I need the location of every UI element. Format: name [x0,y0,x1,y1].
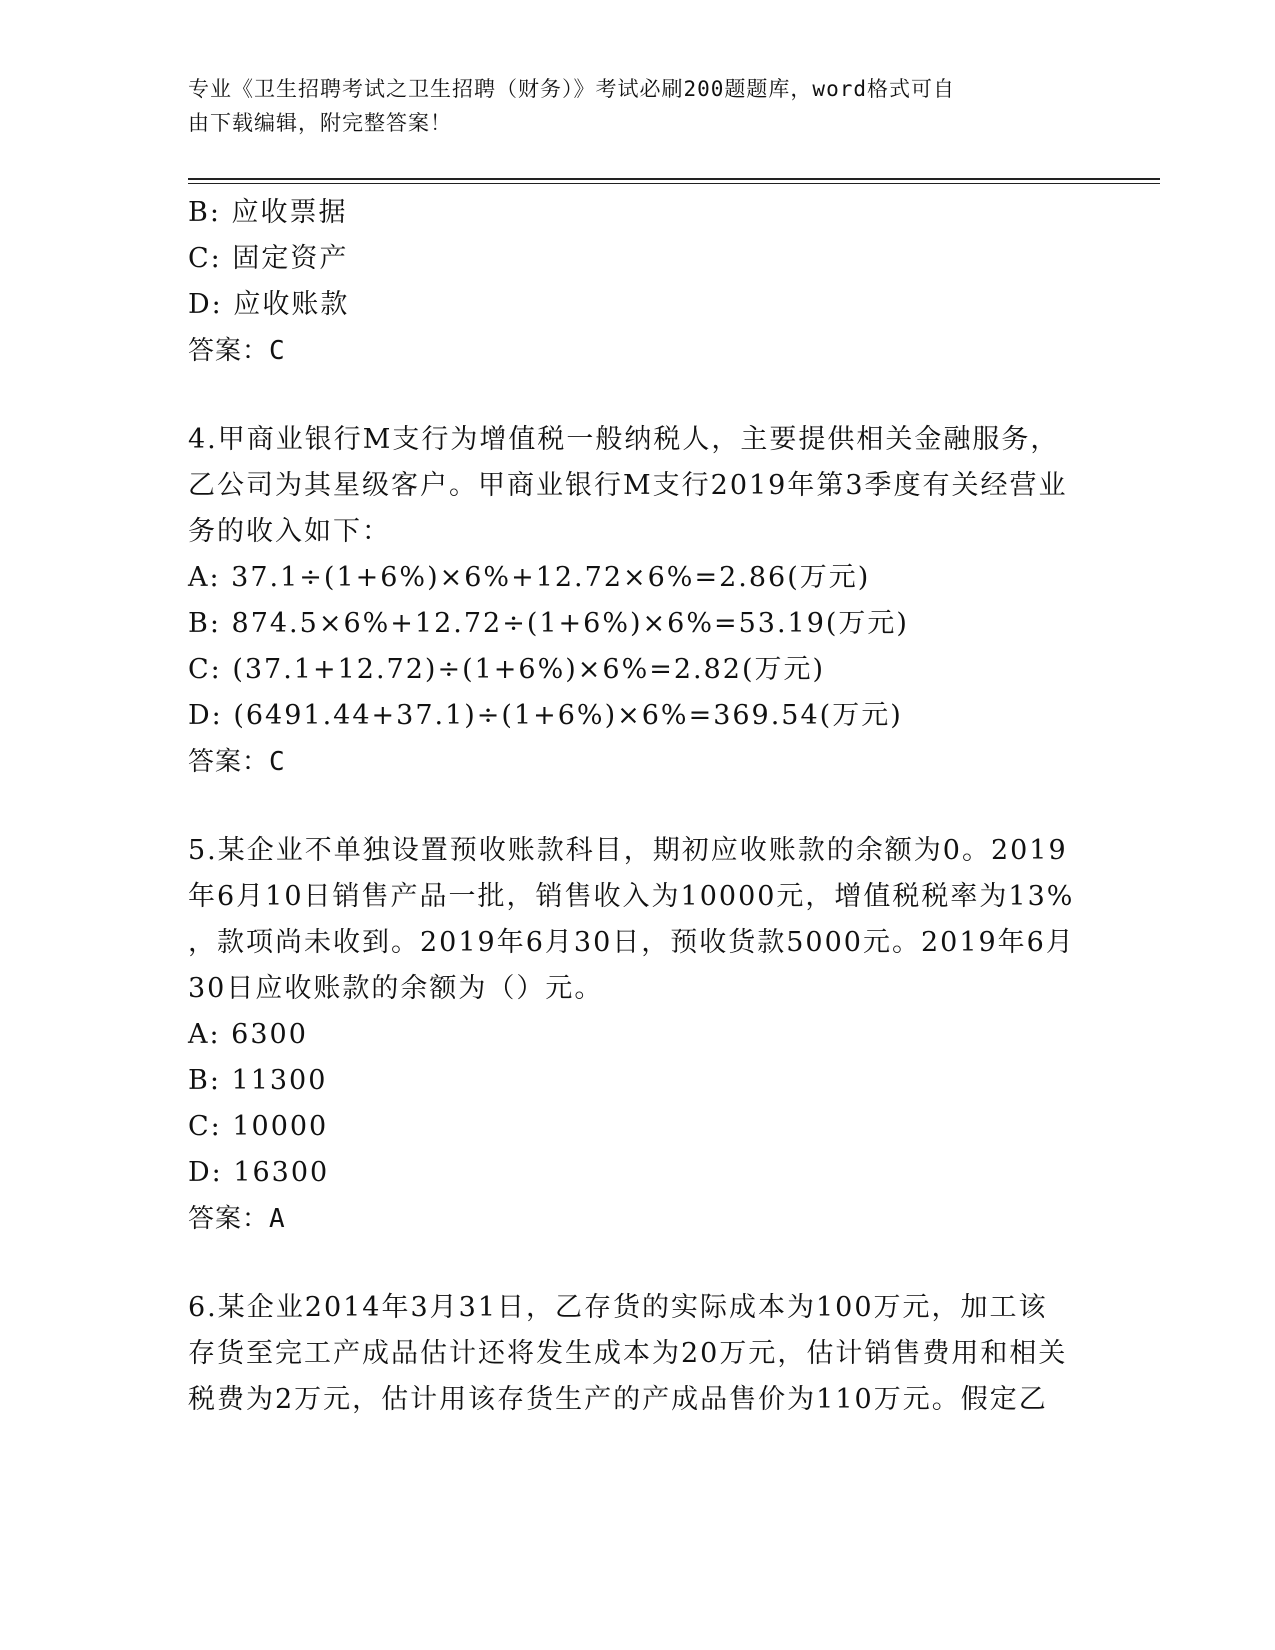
option-a: A: 37.1÷(1+6%)×6%+12.72×6%=2.86(万元) [188,562,871,593]
header-divider-thick [188,178,1160,180]
question-stem-line: 存货至完工产成品估计还将发生成本为20万元，估计销售费用和相关 [188,1338,1068,1369]
question-stem-line: 务的收入如下： [188,516,391,547]
question-stem-line: 5.某企业不单独设置预收账款科目，期初应收账款的余额为0。2019 [188,835,1068,866]
header-line-1: 专业《卫生招聘考试之卫生招聘（财务）》考试必刷200题题库，word格式可自 [188,77,955,101]
option-d: D: 应收账款 [188,289,350,320]
option-b: B: 11300 [188,1065,328,1096]
option-d: D: 16300 [188,1157,330,1188]
question-stem-line: 乙公司为其星级客户。甲商业银行M支行2019年第3季度有关经营业 [188,470,1068,501]
spacer [188,1242,1088,1285]
option-c: C: 10000 [188,1111,329,1142]
question-3 [188,190,1088,374]
question-6 [188,1285,1088,1423]
answer-line: 答案：C [188,747,286,777]
question-stem-line: 6.某企业2014年3月31日，乙存货的实际成本为100万元，加工该 [188,1292,1048,1323]
answer-line: 答案：A [188,1204,286,1234]
question-stem-line: 30日应收账款的余额为（）元。 [188,973,604,1004]
question-4 [188,417,1088,785]
answer-line: 答案：C [188,336,286,366]
question-stem-line: ，款项尚未收到。2019年6月30日，预收货款5000元。2019年6月 [188,927,1075,958]
header-divider-thin [188,183,1160,184]
option-a: A: 6300 [188,1019,308,1050]
question-5 [188,828,1088,1242]
spacer [188,785,1088,828]
option-c: C: 固定资产 [188,243,349,274]
document-body [188,190,1088,1423]
header-line-2: 由下载编辑，附完整答案！ [188,111,452,135]
option-b: B: 874.5×6%+12.72÷(1+6%)×6%=53.19(万元) [188,608,909,639]
question-stem-line: 税费为2万元，估计用该存货生产的产成品售价为110万元。假定乙 [188,1384,1048,1415]
document-header [188,72,1088,140]
option-c: C: (37.1+12.72)÷(1+6%)×6%=2.82(万元) [188,654,826,685]
question-stem-line: 4.甲商业银行M支行为增值税一般纳税人，主要提供相关金融服务， [188,424,1060,455]
option-d: D: (6491.44+37.1)÷(1+6%)×6%=369.54(万元) [188,700,903,731]
spacer [188,374,1088,417]
option-b: B: 应收票据 [188,197,348,228]
question-stem-line: 年6月10日销售产品一批，销售收入为10000元，增值税税率为13% [188,881,1075,912]
